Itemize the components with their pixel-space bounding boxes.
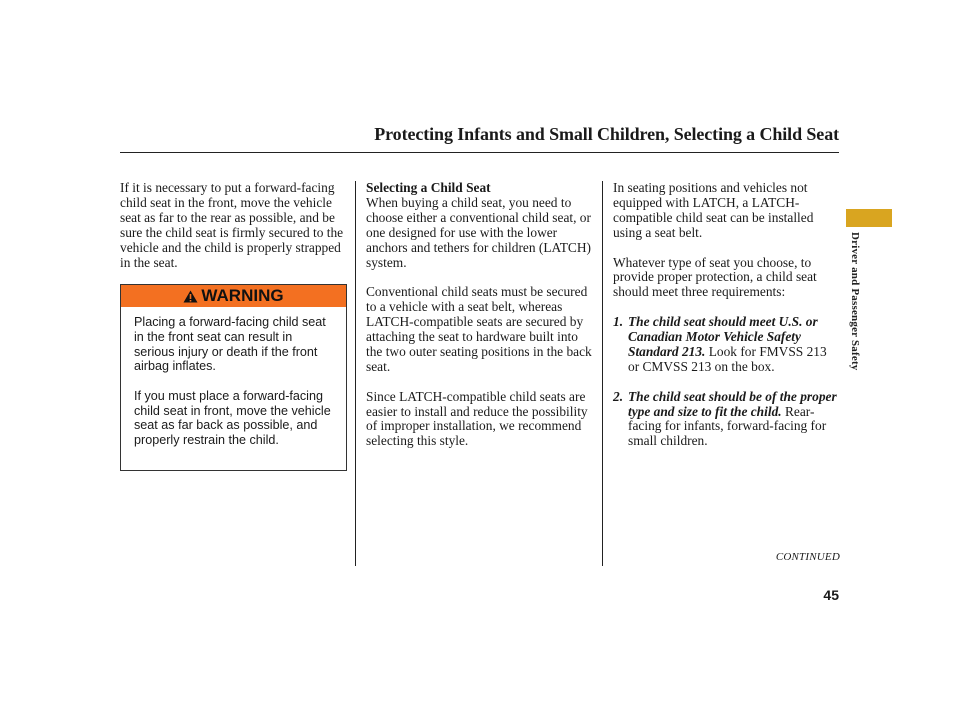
warning-paragraph-2: If you must place a forward-facing child seat in front, move the vehicle seat as far back as possible, and properly restrain the child. xyxy=(134,388,331,448)
requirement-number: 1. xyxy=(613,314,624,330)
column-2-paragraph-3: Since LATCH-compatible child seats are easier to install and reduce the possibility of improper installation, we recommend selecting this style. xyxy=(366,388,588,449)
column-divider-1 xyxy=(355,181,356,566)
requirement-text: Look for FMVSS 213 or CMVSS 213 on the box. xyxy=(628,343,827,374)
warning-box xyxy=(120,284,347,471)
warning-body xyxy=(121,307,346,448)
section-heading: Selecting a Child Seat xyxy=(366,180,491,195)
column-3-paragraph-2: Whatever type of seat you choose, to provide proper protection, a child seat should meet three requirements: xyxy=(613,254,817,300)
page-number: 45 xyxy=(823,587,839,603)
page-title: Protecting Infants and Small Children, Selecting a Child Seat xyxy=(374,124,839,144)
column-2-paragraph-2: Conventional child seats must be secured to a vehicle with a seat belt, whereas LATCH-compatible seats are secured by attaching the seat to hardware built into the two outer seating positions in the back seat. xyxy=(366,284,592,374)
warning-header xyxy=(121,285,346,307)
column-divider-2 xyxy=(602,181,603,566)
warning-triangle-icon xyxy=(183,290,198,303)
requirement-number: 2. xyxy=(613,388,624,404)
column-1 xyxy=(120,181,348,285)
section-side-label: Driver and Passenger Safety xyxy=(849,232,861,371)
warning-paragraph-1: Placing a forward-facing child seat in the front seat can result in serious injury or death if the front airbag inflates. xyxy=(134,315,326,374)
section-tab xyxy=(846,209,892,227)
requirement-item xyxy=(613,315,841,375)
requirement-emphasis: The child seat should meet U.S. or Canadian Motor Vehicle Safety Standard 213. xyxy=(628,314,818,359)
title-divider xyxy=(120,152,839,153)
requirement-item xyxy=(613,390,841,450)
warning-label: WARNING xyxy=(201,286,284,305)
requirement-emphasis: The child seat should be of the proper type and size to fit the child. xyxy=(628,388,837,419)
column-2-paragraph-1: When buying a child seat, you need to choose either a conventional child seat, or one designed for use with the lower anchors and tethers for children (LATCH) system. xyxy=(366,194,591,270)
continued-label: CONTINUED xyxy=(775,551,840,563)
column-3 xyxy=(613,181,841,464)
column-3-paragraph-1: In seating positions and vehicles not equipped with LATCH, a LATCH-compatible child seat can be installed using a seat belt. xyxy=(613,180,814,240)
requirement-text: Rear-facing for infants, forward-facing for small children. xyxy=(628,403,827,449)
column-2 xyxy=(366,181,594,464)
column-1-paragraph: If it is necessary to put a forward-facing child seat in the front, move the vehicle seat as far to the rear as possible, and be sure the child seat is firmly secured to the vehicle and the child is properly strapped in the seat. xyxy=(120,180,344,270)
